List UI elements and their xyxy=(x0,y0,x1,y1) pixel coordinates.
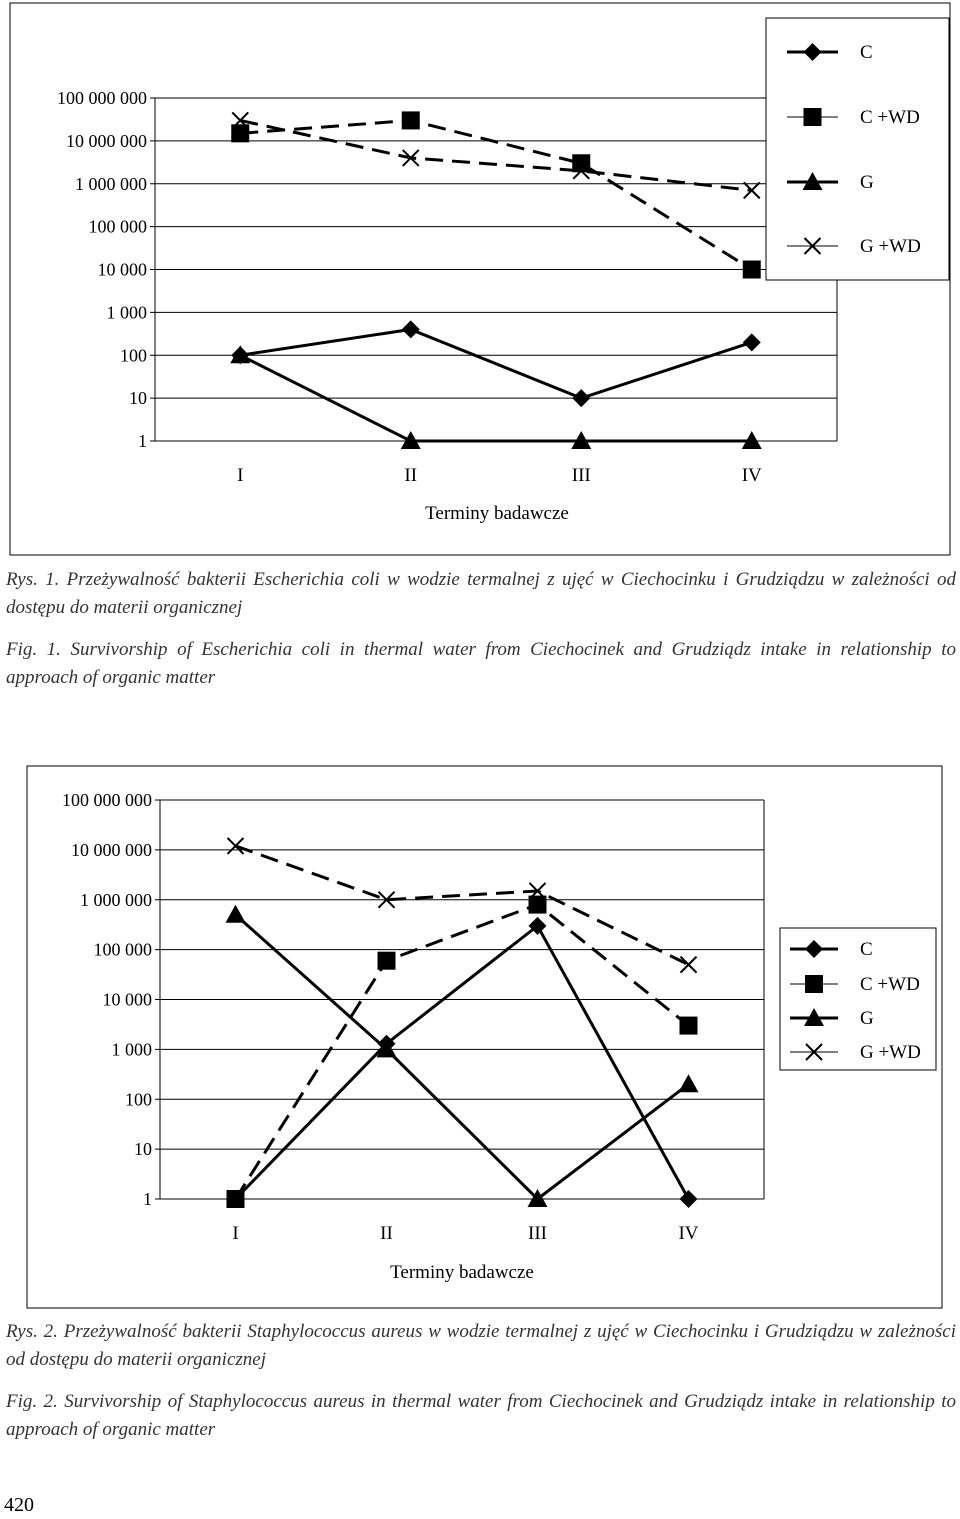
legend xyxy=(766,18,949,280)
caption-fig2-polish: Rys. 2. Przeżywalność bakterii Staphylococcus aureus w wodzie termalnej z ujęć w Ciechocinku i Grudziądzu w zależności od dostępu do materii organicznej xyxy=(6,1321,956,1370)
x-tick-label: III xyxy=(571,465,591,486)
series-line xyxy=(240,329,752,398)
x-tick-label: IV xyxy=(678,1223,699,1244)
y-tick-label: 1 xyxy=(143,1189,152,1209)
legend-label: C +WD xyxy=(860,974,920,995)
data-point xyxy=(743,261,761,279)
series-line xyxy=(236,926,689,1199)
legend-marker xyxy=(804,108,822,126)
y-tick-label: 10 000 000 xyxy=(66,130,147,151)
y-tick-label: 10 000 xyxy=(102,989,152,1010)
data-point xyxy=(228,838,244,854)
caption-fig2-english: Fig. 2. Survivorship of Staphylococcus aureus in thermal water from Ciechocinek and Grudziądz intake in relationship to approach of organic matter xyxy=(6,1391,956,1440)
y-tick-label: 100 000 000 xyxy=(62,790,152,810)
y-tick-label: 10 xyxy=(129,388,147,409)
data-point xyxy=(681,957,697,973)
legend-label: G +WD xyxy=(860,236,921,257)
chart-2 xyxy=(0,764,960,1314)
x-tick-label: II xyxy=(404,465,418,486)
data-point xyxy=(227,1190,245,1208)
y-tick-label: 1 000 000 xyxy=(75,173,147,194)
legend-marker xyxy=(805,975,823,993)
legend-label: G xyxy=(860,172,874,193)
y-tick-label: 1 000 000 xyxy=(80,889,152,910)
data-point xyxy=(680,1017,698,1035)
x-tick-label: I xyxy=(237,465,244,486)
x-tick-label: II xyxy=(380,1223,393,1244)
series-g xyxy=(230,345,762,449)
y-tick-label: 100 000 xyxy=(88,216,147,237)
series-c-wd xyxy=(227,896,698,1208)
y-tick-label: 1 000 xyxy=(111,1039,152,1060)
x-axis-label: Terminy badawcze xyxy=(390,1262,534,1283)
data-point xyxy=(378,952,396,970)
page-number: 420 xyxy=(4,1494,34,1516)
series-line xyxy=(240,120,752,190)
series-c xyxy=(231,320,761,407)
legend-label: G xyxy=(860,1008,874,1029)
legend-label: G +WD xyxy=(860,1042,921,1063)
x-tick-label: IV xyxy=(741,465,762,486)
legend-label: C +WD xyxy=(860,107,920,128)
series-g-wd xyxy=(232,112,760,198)
y-tick-label: 1 000 xyxy=(106,302,147,323)
series-line xyxy=(240,120,752,269)
data-point xyxy=(402,320,420,338)
series-g-wd xyxy=(228,838,697,973)
data-point xyxy=(743,333,761,351)
y-tick-label: 10 xyxy=(134,1139,152,1160)
x-tick-label: I xyxy=(232,1223,239,1244)
series-line xyxy=(236,846,689,965)
y-tick-label: 10 000 000 xyxy=(71,839,152,860)
x-tick-label: III xyxy=(528,1223,547,1244)
y-tick-label: 10 000 xyxy=(97,259,147,280)
chart-1 xyxy=(0,0,960,560)
y-tick-label: 100 000 000 xyxy=(57,88,147,108)
y-tick-label: 1 xyxy=(138,431,147,451)
caption-fig1-english: Fig. 1. Survivorship of Escherichia coli in thermal water from Ciechocinek and Grudziądz intake in relationship to approach of organic matter xyxy=(6,639,956,688)
series-c-wd xyxy=(231,111,761,278)
data-point xyxy=(226,905,246,923)
series-c xyxy=(227,917,698,1208)
legend-label: C xyxy=(860,939,873,960)
y-tick-label: 100 000 xyxy=(93,939,152,960)
data-point xyxy=(744,182,760,198)
legend-label: C xyxy=(860,42,873,63)
caption-fig1-polish: Rys. 1. Przeżywalność bakterii Escherichia coli w wodzie termalnej z ujęć w Ciechocinku i Grudziądzu w zależności od dostępu do materii organicznej xyxy=(6,569,956,618)
data-point xyxy=(679,1074,699,1092)
legend-box xyxy=(766,18,949,280)
series-line xyxy=(236,915,689,1199)
legend xyxy=(780,928,936,1070)
data-point xyxy=(402,111,420,129)
y-tick-label: 100 xyxy=(120,345,147,366)
series-line xyxy=(236,905,689,1199)
y-tick-label: 100 xyxy=(125,1089,152,1110)
x-axis-label: Terminy badawcze xyxy=(425,503,569,524)
data-point xyxy=(572,389,590,407)
data-point xyxy=(680,1190,698,1208)
